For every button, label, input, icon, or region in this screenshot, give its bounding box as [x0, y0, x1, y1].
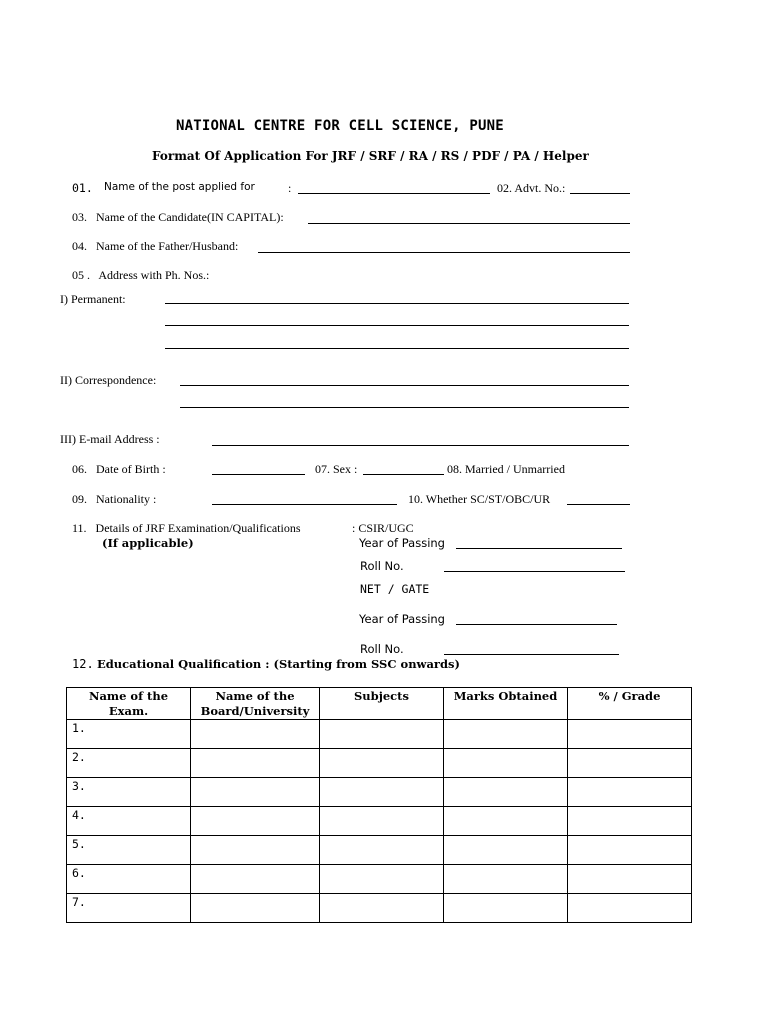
table-cell[interactable] [444, 749, 568, 778]
permanent-label: I) Permanent: [60, 292, 126, 306]
field-12-label: Educational Qualification : (Starting from SSC onwards) [97, 657, 460, 671]
nationality-input-line[interactable] [212, 504, 397, 505]
field-01-number: 01. [72, 181, 93, 195]
correspondence-label: II) Correspondence: [60, 373, 157, 387]
table-cell[interactable] [191, 836, 320, 865]
table-cell[interactable] [444, 778, 568, 807]
form-subtitle: Format Of Application For JRF / SRF / RA / RS / PDF / PA / Helper [152, 149, 589, 163]
field-04-label: 04. Name of the Father/Husband: [72, 239, 239, 253]
field-07-label: 07. Sex : [315, 462, 358, 476]
row-number: 1. [67, 720, 191, 749]
net-year-of-passing-input-line[interactable] [456, 624, 617, 625]
table-row [67, 807, 692, 836]
post-applied-input-line[interactable] [298, 193, 490, 194]
field-05-label: 05 . Address with Ph. Nos.: [72, 268, 210, 282]
table-cell[interactable] [568, 749, 692, 778]
table-cell[interactable] [568, 807, 692, 836]
net-gate-label: NET / GATE [360, 582, 430, 596]
father-husband-input-line[interactable] [258, 252, 630, 253]
csir-year-of-passing-input-line[interactable] [456, 548, 622, 549]
field-01-colon: : [288, 181, 292, 195]
table-cell[interactable] [568, 720, 692, 749]
row-number: 5. [67, 836, 191, 865]
table-cell[interactable] [191, 865, 320, 894]
table-cell[interactable] [191, 894, 320, 923]
csir-ugc-label: : CSIR/UGC [352, 521, 414, 535]
correspondence-address-line-1[interactable] [180, 385, 629, 386]
table-cell[interactable] [568, 894, 692, 923]
permanent-address-line-3[interactable] [165, 348, 629, 349]
field-12-number: 12. [72, 657, 94, 671]
sex-input-line[interactable] [363, 474, 444, 475]
table-cell[interactable] [191, 720, 320, 749]
field-02-label: 02. Advt. No.: [497, 181, 566, 195]
permanent-address-line-1[interactable] [165, 303, 629, 304]
category-input-line[interactable] [567, 504, 630, 505]
table-cell[interactable] [191, 749, 320, 778]
field-10-label: 10. Whether SC/ST/OBC/UR [408, 492, 551, 506]
table-cell[interactable] [444, 894, 568, 923]
table-row [67, 836, 692, 865]
table-cell[interactable] [320, 836, 444, 865]
table-cell[interactable] [191, 778, 320, 807]
row-number: 3. [67, 778, 191, 807]
table-cell[interactable] [320, 865, 444, 894]
table-cell[interactable] [444, 836, 568, 865]
row-number: 7. [67, 894, 191, 923]
table-cell[interactable] [320, 749, 444, 778]
year-of-passing-label-2: Year of Passing [359, 612, 445, 626]
header-exam: Name of the Exam. [67, 688, 191, 720]
year-of-passing-label-1: Year of Passing [359, 536, 445, 550]
email-input-line[interactable] [212, 445, 629, 446]
table-cell[interactable] [568, 836, 692, 865]
table-cell[interactable] [320, 894, 444, 923]
header-board-university: Name of the Board/University [191, 688, 320, 720]
field-03-label: 03. Name of the Candidate(IN CAPITAL): [72, 210, 284, 224]
header-subjects: Subjects [320, 688, 444, 720]
field-09-label: 09. Nationality : [72, 492, 157, 506]
net-roll-no-input-line[interactable] [444, 654, 619, 655]
permanent-address-line-2[interactable] [165, 325, 629, 326]
field-06-label: 06. Date of Birth : [72, 462, 166, 476]
row-number: 2. [67, 749, 191, 778]
field-11-applicable: (If applicable) [102, 536, 194, 550]
table-row [67, 749, 692, 778]
candidate-name-input-line[interactable] [308, 223, 630, 224]
table-cell[interactable] [444, 865, 568, 894]
advt-no-input-line[interactable] [570, 193, 630, 194]
row-number: 6. [67, 865, 191, 894]
field-01-label: Name of the post applied for [104, 181, 255, 193]
table-row [67, 720, 692, 749]
field-11-label: 11. Details of JRF Examination/Qualifications [72, 521, 301, 535]
table-cell[interactable] [320, 778, 444, 807]
table-row [67, 778, 692, 807]
table-cell[interactable] [444, 807, 568, 836]
form-title: NATIONAL CENTRE FOR CELL SCIENCE, PUNE [176, 118, 504, 134]
table-cell[interactable] [568, 778, 692, 807]
table-cell[interactable] [320, 807, 444, 836]
email-label: III) E-mail Address : [60, 432, 160, 446]
table-cell[interactable] [191, 807, 320, 836]
education-table [66, 687, 692, 923]
table-row [67, 894, 692, 923]
row-number: 4. [67, 807, 191, 836]
header-marks-obtained: Marks Obtained [444, 688, 568, 720]
header-percent-grade: % / Grade [568, 688, 692, 720]
table-cell[interactable] [568, 865, 692, 894]
table-header-row [67, 688, 692, 720]
roll-no-label-2: Roll No. [360, 642, 404, 656]
correspondence-address-line-2[interactable] [180, 407, 629, 408]
roll-no-label-1: Roll No. [360, 559, 404, 573]
table-row [67, 865, 692, 894]
table-cell[interactable] [444, 720, 568, 749]
table-cell[interactable] [320, 720, 444, 749]
csir-roll-no-input-line[interactable] [444, 571, 625, 572]
field-08-label: 08. Married / Unmarried [447, 462, 565, 476]
dob-input-line[interactable] [212, 474, 305, 475]
